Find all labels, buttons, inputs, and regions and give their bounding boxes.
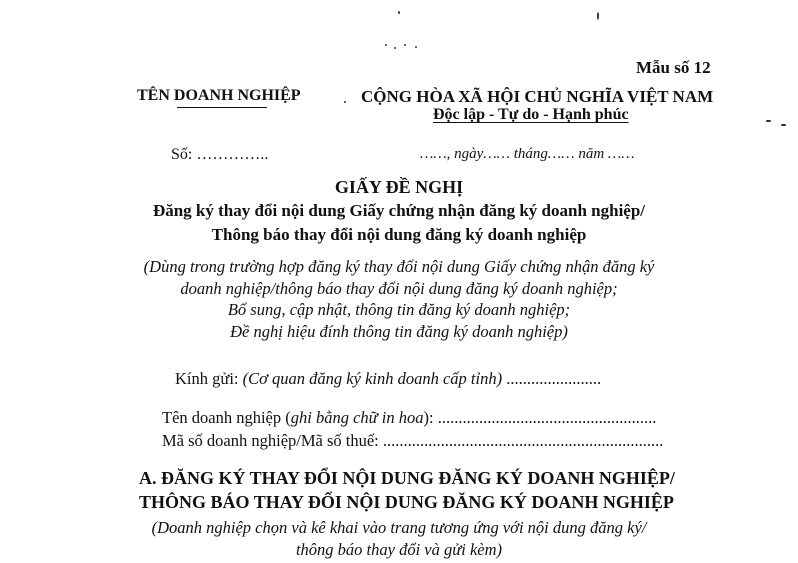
recipient-line (175, 369, 601, 389)
scan-speck (415, 46, 417, 48)
section-a-note-line2: thông báo thay đổi và gửi kèm) (295, 540, 503, 559)
tax-code-dots: .................................................................... (382, 431, 664, 450)
republic-title: CỘNG HÒA XÃ HỘI CHỦ NGHĨA VIỆT NAM (361, 87, 714, 106)
section-a-note-line1: (Doanh nghiệp chọn và kê khai vào trang tương ứng với nội dung đăng ký/ (151, 518, 647, 537)
scan-speck (398, 11, 400, 14)
enterprise-name-hint: ghi bằng chữ in hoa (290, 408, 424, 427)
section-a-title-line1: A. ĐĂNG KÝ THAY ĐỔI NỘI DUNG ĐĂNG KÝ DOANH NGHIỆP/ (139, 468, 675, 488)
scan-speck (404, 44, 406, 46)
form-subtitle-line2: Thông báo thay đổi nội dung đăng ký doanh nghiệp (211, 225, 587, 244)
form-number: Mẫu số 12 (636, 58, 711, 77)
recipient-value: (Cơ quan đăng ký kinh doanh cấp tỉnh) (242, 369, 503, 388)
place-date: ……, ngày…… tháng…… năm …… (420, 146, 635, 162)
scan-speck (781, 124, 786, 126)
enterprise-name-field (162, 408, 656, 428)
section-a-title-line2: THÔNG BÁO THAY ĐỔI NỘI DUNG ĐĂNG KÝ DOANH NGHIỆP (139, 492, 674, 512)
republic-motto: Độc lập - Tự do - Hạnh phúc (433, 106, 629, 123)
enterprise-name-label: TÊN DOANH NGHIỆP (137, 87, 301, 104)
recipient-dots: ....................... (506, 369, 602, 388)
usage-note-line2: doanh nghiệp/thông báo thay đổi nội dung đăng ký doanh nghiệp; (180, 279, 618, 298)
usage-note-line1: (Dùng trong trường hợp đăng ký thay đổi nội dung Giấy chứng nhận đăng ký (143, 257, 655, 276)
form-subtitle-line1: Đăng ký thay đổi nội dung Giấy chứng nhận đăng ký doanh nghiệp/ (152, 201, 646, 220)
tax-code-label: Mã số doanh nghiệp/Mã số thuế: (162, 431, 379, 450)
recipient-label: Kính gửi: (175, 369, 239, 388)
scan-speck (766, 120, 771, 122)
scan-speck (394, 47, 396, 49)
enterprise-name-dots: ): ..................................................... (423, 408, 657, 427)
enterprise-name-field-label: Tên doanh nghiệp ( (162, 408, 291, 427)
header-rule (177, 107, 267, 108)
document-number: Số: ………….. (171, 146, 269, 163)
scan-speck (597, 12, 599, 20)
usage-note-line4: Đề nghị hiệu đính thông tin đăng ký doanh nghiệp) (230, 322, 568, 341)
usage-note-line3: Bổ sung, cập nhật, thông tin đăng ký doanh nghiệp; (227, 300, 571, 319)
form-title: GIẤY ĐỀ NGHỊ (334, 177, 464, 197)
scan-speck (344, 101, 346, 103)
tax-code-field (162, 431, 663, 451)
scan-speck (385, 44, 387, 46)
